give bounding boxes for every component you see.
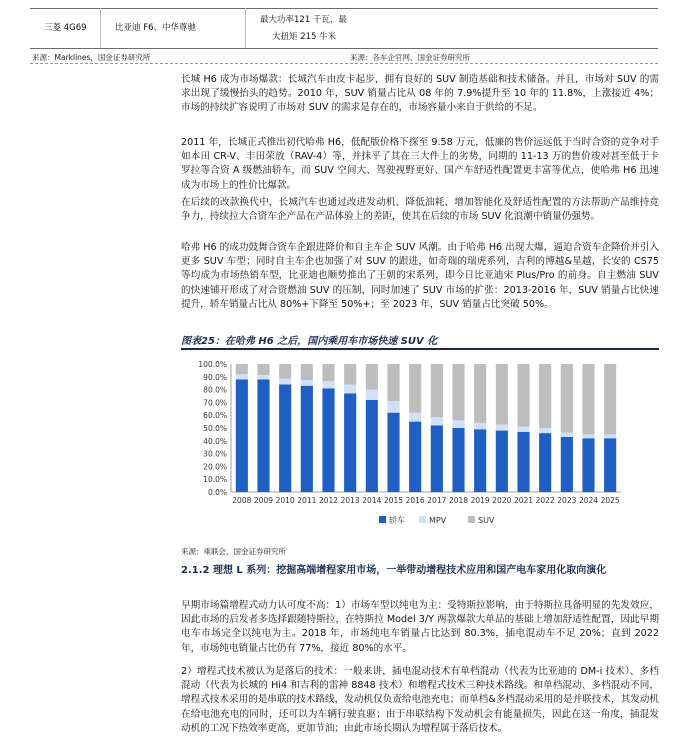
x-tick-label: 2012: [318, 496, 339, 505]
bar-segment-suv: [474, 364, 486, 423]
x-tick-label: 2011: [297, 496, 317, 505]
bar-segment-mpv: [561, 432, 573, 436]
y-tick-label: 80.0%: [203, 385, 227, 395]
x-tick-label: 2016: [405, 496, 425, 505]
y-tick-label: 0.0%: [207, 488, 227, 497]
bar-segment-suv: [604, 364, 616, 434]
bar-segment-sedan: [582, 438, 594, 492]
x-tick-label: 2022: [535, 496, 555, 505]
legend-label: 轿车: [389, 516, 405, 525]
bar-segment-suv: [517, 364, 529, 427]
bar-segment-sedan: [322, 388, 334, 492]
bar-segment-sedan: [561, 437, 573, 492]
bar-segment-suv: [431, 364, 443, 417]
bar-segment-suv: [322, 364, 334, 381]
bar-segment-mpv: [301, 380, 313, 386]
bar-segment-sedan: [539, 433, 551, 492]
y-tick-label: 100.0%: [198, 360, 227, 369]
x-tick-label: 2014: [362, 496, 382, 505]
spec-line-2: 大扭矩 215 牛米: [272, 32, 337, 42]
bar-segment-mpv: [257, 375, 269, 379]
source-rule: [30, 63, 658, 64]
table-cell-spec: [260, 12, 370, 46]
bar-segment-sedan: [236, 379, 248, 492]
x-tick-label: 2024: [578, 496, 599, 505]
bar-segment-suv: [582, 364, 594, 434]
bar-segment-mpv: [366, 390, 378, 400]
engine-table-row: [30, 8, 658, 48]
bar-segment-mpv: [474, 423, 486, 429]
bar-segment-mpv: [236, 374, 248, 379]
bar-segment-suv: [279, 364, 291, 379]
paragraph-h6-launch: 2011 年，长城正式推出初代哈弗 H6，低配版价格下探至 9.58 万元，低廉的售价远远低于当时合资的竞争对手如本田 CR-V、丰田荣放（RAV-4）等，并抹平了其在三大件上的劣势，同期的 11-13 万的售价竣对甚至低于卡罗拉等合资 A 级燃油轿车，而 SUV 空间大、驾驶视野更好、国产车舒适性配置更丰富等优点，使哈弗 H6 迅速成为市场上的性价比爆款。: [181, 137, 659, 191]
x-tick-label: 2018: [448, 496, 469, 505]
bar-segment-sedan: [431, 425, 443, 492]
legend-label: SUV: [478, 516, 495, 525]
bar-segment-suv: [496, 364, 508, 425]
y-tick-label: 10.0%: [203, 475, 227, 485]
bar-segment-sedan: [409, 422, 421, 492]
source-note-left: 来源：Marklines，国金证券研究所: [32, 53, 151, 62]
x-tick-label: 2015: [383, 496, 404, 505]
x-tick-label: 2008: [232, 496, 252, 505]
bar-segment-sedan: [517, 432, 529, 492]
y-tick-label: 70.0%: [203, 398, 227, 408]
suv-share-chart: [181, 354, 659, 530]
table-divider: [245, 8, 246, 48]
bar-segment-sedan: [279, 384, 291, 492]
legend-swatch: [468, 516, 475, 523]
chart-source-note: 来源：乘联会，国金证券研究所: [181, 547, 286, 556]
bar-segment-mpv: [604, 434, 616, 438]
bar-segment-suv: [236, 364, 248, 374]
paragraph-erev-tech: 2）增程式技术被认为是落后的技术：一般来讲，插电混动技术有单档混动（代表为比亚迪的 DM-i 技术）、多档混动（代表为长城的 Hi4 和吉利的雷神 8848 技术）和增程式技术三种技术路线。和单档混动、多档混动不同，增程式技术采用的是串联的技术路线，发动机仅负责给电池充电；而单档&多档混动采用的是并联技术，其发动机在给电池充电的同时，还可以为车辆行驶直驱；由于串联结构下发动机会有能量损失，因此在这一角度，插混发动机的工况下热效率更高，更加节油；由此市场长期认为增程属于落后技术。: [181, 666, 659, 734]
x-tick-label: 2013: [340, 496, 360, 505]
table-bottom-border: [30, 48, 658, 49]
bar-segment-suv: [387, 364, 399, 401]
legend-swatch: [379, 516, 386, 523]
table-divider: [100, 8, 101, 48]
paragraph-h6-hit: 长城 H6 成为市场爆款：长城汽车由皮卡起步，拥有良好的 SUV 制造基础和技术储备。并且，市场对 SUV 的需求出现了缓慢抬头的趋势。2010 年，SUV 销量占比从 08 年的 7.9%提升至 10 年的 11.8%，上涨接近 4%；市场的持续扩容说明了市场对 SUV 的需求是存在的，市场容量小来自于供给的不足。: [181, 74, 659, 114]
bar-segment-mpv: [517, 427, 529, 432]
bar-segment-mpv: [582, 434, 594, 438]
bar-segment-sedan: [474, 429, 486, 492]
paragraph-suv-wave: 哈弗 H6 的成功鼓舞合资车企跟进降价和自主车企 SUV 风潮。由于哈弗 H6 出现大爆，逼迫合资车企降价并引入更多 SUV 车型；同时自主车企也加强了对 SUV 的跟进，如奇瑞的瑞虎系列，吉利的博越&星越，长安的 CS75 等均成为市场热销车型，比亚迪也顺势推出了王朝的宋系列，即今日比亚迪宋 Plus/Pro 的前身。自主燃油 SUV 的快速铺开形成了对合资燃油 SUV 的压制，同时加速了 SUV 市场的扩张：2013-2016 年，SUV 销量占比快速提升，轿车销量占比从 80%+下降至 50%+；至 2023 年，SUV 销量占比突破 50%。: [181, 242, 659, 310]
bar-segment-suv: [539, 364, 551, 428]
x-tick-label: 2019: [470, 496, 490, 505]
section-heading: 2.1.2 理想 L 系列：挖掘高端增程家用市场，一举带动增程技术应用和国产电车家用化取向演化: [181, 565, 607, 576]
paragraph-early-market: 早期市场篇增程式动力认可度不高：1）市场车型以纯电为主：受特斯拉影响，由于特斯拉具备明显的先发效应，因此市场的后发者多选择跟随特斯拉，在特斯拉 Model 3/Y 两款爆款大单品的基础上增加舒适性配置，因此早期电车市场完全以纯电为主。2018 年，市场纯电车销量占比达到 80.3%，插电混动车不足 20%；直到 2022 年，市场纯电销量占比仍有 77%，接近 80%的水平。: [181, 600, 659, 654]
legend-swatch: [419, 516, 426, 523]
bar-segment-suv: [452, 364, 464, 420]
x-tick-label: 2010: [275, 496, 295, 505]
y-tick-label: 50.0%: [203, 424, 227, 433]
bar-segment-sedan: [496, 431, 508, 492]
y-tick-label: 40.0%: [203, 436, 227, 446]
bar-segment-mpv: [452, 420, 464, 428]
bar-segment-mpv: [409, 413, 421, 422]
x-tick-label: 2017: [427, 496, 447, 505]
bar-segment-sedan: [344, 393, 356, 492]
bar-segment-mpv: [431, 417, 443, 425]
x-tick-label: 2021: [513, 496, 534, 505]
bar-segment-mpv: [539, 428, 551, 433]
paragraph-h6-upgrades: 在后续的改款换代中，长城汽车也通过改进发动机、降低油耗、增加智能化及舒适性配置的方法帮助产品维持竞争力，持续拉大合资车企产品在产品体验上的差距，使其在后续的市场 SUV 化浪潮中销量仍强势。: [181, 197, 659, 223]
bar-segment-mpv: [279, 379, 291, 385]
bar-segment-suv: [366, 364, 378, 390]
y-tick-label: 90.0%: [203, 372, 227, 382]
table-cell-model: 三菱 4G69: [44, 23, 87, 33]
legend-label: MPV: [429, 516, 447, 525]
bar-segment-sedan: [604, 438, 616, 492]
bar-segment-mpv: [344, 384, 356, 393]
source-note-right: 来源：各车企官网，国金证券研究所: [350, 53, 470, 62]
bar-segment-sedan: [366, 400, 378, 492]
chart-title: 图表25：在哈弗 H6 之后，国内乘用车市场快速 SUV 化: [181, 332, 659, 350]
y-tick-label: 30.0%: [203, 449, 227, 459]
bar-segment-suv: [301, 364, 313, 380]
bar-segment-sedan: [452, 428, 464, 492]
bar-segment-suv: [409, 364, 421, 413]
x-tick-label: 2023: [557, 496, 577, 505]
bar-segment-sedan: [301, 386, 313, 492]
y-tick-label: 20.0%: [203, 462, 227, 472]
x-tick-label: 2025: [600, 496, 620, 505]
bar-segment-suv: [257, 364, 269, 375]
bar-segment-suv: [561, 364, 573, 432]
x-tick-label: 2009: [253, 496, 274, 505]
table-cell-vehicles: 比亚迪 F6、中华尊驰: [115, 23, 196, 33]
spec-line-1: 最大功率121 千瓦，最: [260, 15, 347, 25]
bar-segment-mpv: [387, 401, 399, 413]
bar-segment-suv: [344, 364, 356, 384]
y-tick-label: 60.0%: [203, 411, 227, 421]
bar-segment-sedan: [387, 413, 399, 492]
x-tick-label: 2020: [492, 496, 512, 505]
bar-segment-mpv: [496, 425, 508, 431]
bar-segment-mpv: [322, 381, 334, 388]
bar-segment-sedan: [257, 379, 269, 492]
